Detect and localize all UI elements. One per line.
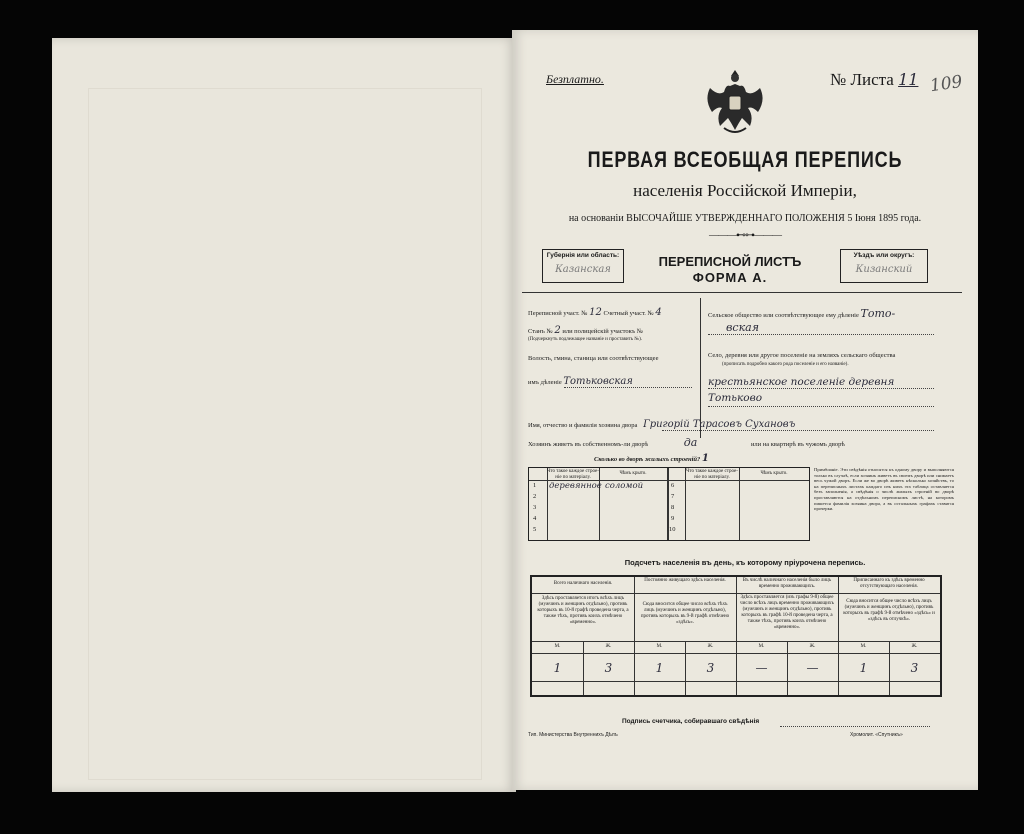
selskoe-line: [708, 334, 934, 335]
column-divider: [700, 298, 701, 438]
col3-desc: Здѣсь проставляется (изъ графы 9-й) общее число всѣхъ лицъ временно проживающихъ (мужчинъ и женщинъ отдѣльно), противъ которыхъ въ графѣ 10-й проведена черта, а также тѣхъ, противъ коихъ отмѣчено «временно».: [740, 595, 834, 630]
census-decree: на основаніи ВЫСОЧАЙШЕ УТВЕРЖДЕННАГО ПОЛОЖЕНІЯ 5 Іюня 1895 года.: [568, 213, 922, 224]
count-divider: [736, 577, 737, 695]
row-roof: соломой: [605, 481, 644, 491]
buildings-note: Примѣчаніе. Эти свѣдѣнія относятся къ одному двору и выполняются только въ случаѣ, если хозяинъ живетъ въ своемъ дворѣ или снимаетъ весь чужой дворъ. Если же во дворѣ живетъ нѣсколько хозяйствъ, то на переписныхъ листахъ каждаго изъ нихъ эта таблица оставляется безъ заполненія, а свѣдѣнія о числѣ жилыхъ строеній во дворѣ проставляются на отдѣльномъ переписномъ листѣ, на которомъ пишется фамилія хозяина двора, а въ остальныхъ графахъ ставятся прочерки.: [814, 467, 954, 512]
row-num: 2: [533, 493, 537, 500]
volost-field: [528, 376, 633, 387]
m-label: М.: [860, 644, 867, 649]
volost-label2: имъ дѣленіе: [528, 379, 562, 386]
uezd-label: Уѣздъ или округъ:: [853, 252, 915, 259]
col1-desc: Здѣсь проставляется итогъ всѣхъ лицъ (мужчинъ и женщинъ отдѣльно), противъ которыхъ въ 10-й графѣ проведена черта, а также тѣхъ, противъ коихъ отмѣчено «временно».: [537, 596, 629, 625]
zh-label: Ж.: [605, 644, 612, 649]
owner-label: Имя, отчество и фамилія хозяина двора: [528, 422, 638, 429]
double-headed-eagle-emblem: [702, 66, 768, 138]
count-value: 1: [655, 661, 664, 675]
count-rule: [532, 681, 940, 682]
printer-right: Хромолит. «Спутникъ»: [850, 732, 903, 738]
signature-line: [780, 726, 930, 727]
ornament-divider: ———⊷⊶———: [709, 230, 781, 241]
m-label: М.: [656, 644, 663, 649]
owner-line: [662, 430, 934, 431]
sheet-number: 11: [898, 70, 919, 89]
sheet-number-field: [830, 70, 918, 90]
census-form-page: [512, 30, 978, 790]
count-value: 3: [910, 661, 919, 675]
count-divider: [634, 577, 635, 695]
volost-label: Волость, гмина, станица или соотвѣтствующее: [528, 355, 659, 362]
lives-label2: или на квартирѣ въ чужомъ дворѣ: [750, 441, 845, 448]
tbl-divider: [739, 468, 740, 540]
left-page-frame: [88, 88, 482, 780]
gubernia-label: Губернія или область:: [546, 252, 620, 259]
col-roof-header: Чѣмъ крыто.: [760, 471, 788, 476]
lives-value: да: [683, 436, 698, 449]
count-rule: [532, 653, 940, 654]
police-label: или полицейскій участокъ №: [562, 328, 643, 335]
schetny-value: 4: [655, 307, 662, 318]
row-num: 5: [533, 526, 537, 533]
count-rule: [532, 641, 940, 642]
gubernia-value: Казанская: [555, 264, 611, 275]
row-num: 8: [671, 504, 675, 511]
m-label: М.: [554, 644, 561, 649]
gubernia-box: [542, 249, 624, 283]
count-value: 3: [604, 661, 613, 675]
zh-label: Ж.: [707, 644, 714, 649]
signature-label: Подпись счетчика, собиравшаго свѣдѣнія: [622, 718, 760, 725]
col-kind-header: Что такое каждое строе- ніе по матеріалу.: [547, 469, 599, 480]
selo-line-1: [708, 388, 934, 389]
form-title: ФОРМА А.: [692, 270, 768, 285]
count-value: —: [806, 661, 819, 675]
row-num: 9: [671, 515, 675, 522]
m-label: М.: [758, 644, 765, 649]
uezd-box: [840, 249, 928, 283]
uezd-value: Кизанский: [855, 264, 913, 275]
row-num: 7: [671, 493, 675, 500]
count-value: 1: [553, 661, 562, 675]
col4-head: Приписаннаго къ здѣсь временно отсутствующаго населенія.: [853, 578, 925, 589]
count-value: 1: [859, 661, 868, 675]
row-kind: деревянное: [549, 481, 602, 491]
selo-value: крестьянское поселеніе деревня: [708, 376, 895, 388]
owner-value: Григорій Тарасовъ Сухановъ: [643, 419, 796, 430]
uchastok-label: Переписной участ. №: [528, 310, 588, 317]
selo-value2: Тотьково: [708, 392, 763, 404]
lives-field: [528, 436, 845, 449]
col1-head: Всего наличнаго населенія.: [553, 581, 613, 586]
left-page: [52, 38, 516, 792]
uchastok-field: [528, 307, 662, 318]
printer-left: Тип. Министерства Внутреннихъ Дѣлъ: [528, 732, 618, 738]
count-table: [530, 575, 942, 697]
count-divider: [838, 577, 839, 695]
stan-value: 2: [554, 325, 561, 336]
selskoe-value2: вская: [726, 321, 759, 334]
count-rule: [532, 593, 940, 594]
selo-note: (прописать подробно какого рода поселеніе и его названіе).: [722, 362, 849, 367]
tbl-divider: [599, 468, 600, 540]
volost-line: [564, 387, 692, 388]
census-title: ПЕРВАЯ ВСЕОБЩАЯ ПЕРЕПИСЬ: [587, 147, 903, 172]
buildings-value: 1: [701, 453, 709, 464]
count-value: —: [755, 661, 768, 675]
top-rule: [522, 292, 962, 293]
col3-head: Въ числѣ наличнаго населенія было лицъ временно проживающихъ.: [742, 578, 832, 589]
lives-label: Хозяинъ живетъ въ собственномъ-ли дворѣ: [528, 441, 649, 448]
selo-line-2: [708, 406, 934, 407]
count-title: Подсчетъ населенія въ день, къ которому пріурочена перепись.: [624, 558, 866, 567]
selskoe-label: Сельское общество или соотвѣтствующее ему дѣленіе: [708, 312, 859, 319]
col-roof-header: Чѣмъ крыто.: [619, 471, 647, 476]
archive-stamp-number: 109: [928, 71, 964, 97]
buildings-label: Сколько во дворѣ жилыхъ строеній?: [594, 456, 701, 463]
col2-desc: Сюда вносится общее число всѣхъ тѣхъ лицъ (мужчинъ и женщинъ отдѣльно), противъ которыхъ въ 9-й графѣ отмѣчено «здѣсь».: [640, 602, 730, 625]
schetny-label: Счетный участ. №: [603, 310, 654, 317]
buildings-field: [594, 453, 709, 464]
zh-label: Ж.: [809, 644, 816, 649]
stan-note: (Подчеркнуть подлежащее названіе и проставить №).: [528, 337, 642, 342]
list-title: ПЕРЕПИСНОЙ ЛИСТЪ: [658, 254, 802, 269]
col4-desc: Сюда вносится общее число всѣхъ лицъ (мужчинъ и женщинъ отдѣльно), противъ которыхъ въ графѣ 9-й отмѣчено «здѣсь» и «здѣсь въ отлучкѣ».: [843, 599, 935, 622]
zh-label: Ж.: [911, 644, 918, 649]
row-num: 3: [533, 504, 537, 511]
stan-field: [528, 325, 643, 336]
buildings-table: [528, 467, 810, 541]
free-label: Безплатно.: [546, 72, 604, 86]
col-kind-header: Что такое каждое строе- ніе по матеріалу.: [686, 469, 738, 480]
row-num: 4: [533, 515, 537, 522]
row-num: 1: [533, 482, 537, 489]
stan-label: Станъ №: [528, 328, 553, 335]
census-subtitle: населенія Россійской Имперіи,: [633, 181, 857, 200]
selo-label: Село, деревня или другое поселеніе на земляхъ сельскаго общества: [708, 352, 896, 359]
row-num: 6: [671, 482, 675, 489]
volost-value: Тотьковская: [563, 376, 633, 387]
col2-head: Постоянно живущаго здѣсь населенія.: [644, 578, 726, 583]
owner-field: [528, 419, 795, 430]
count-value: 3: [706, 661, 715, 675]
row-num: 10: [669, 526, 676, 533]
selskoe-value: Тото-: [860, 307, 896, 320]
sheet-label: № Листа: [830, 70, 894, 89]
uchastok-value: 12: [589, 307, 602, 318]
selskoe-field: [708, 307, 895, 320]
